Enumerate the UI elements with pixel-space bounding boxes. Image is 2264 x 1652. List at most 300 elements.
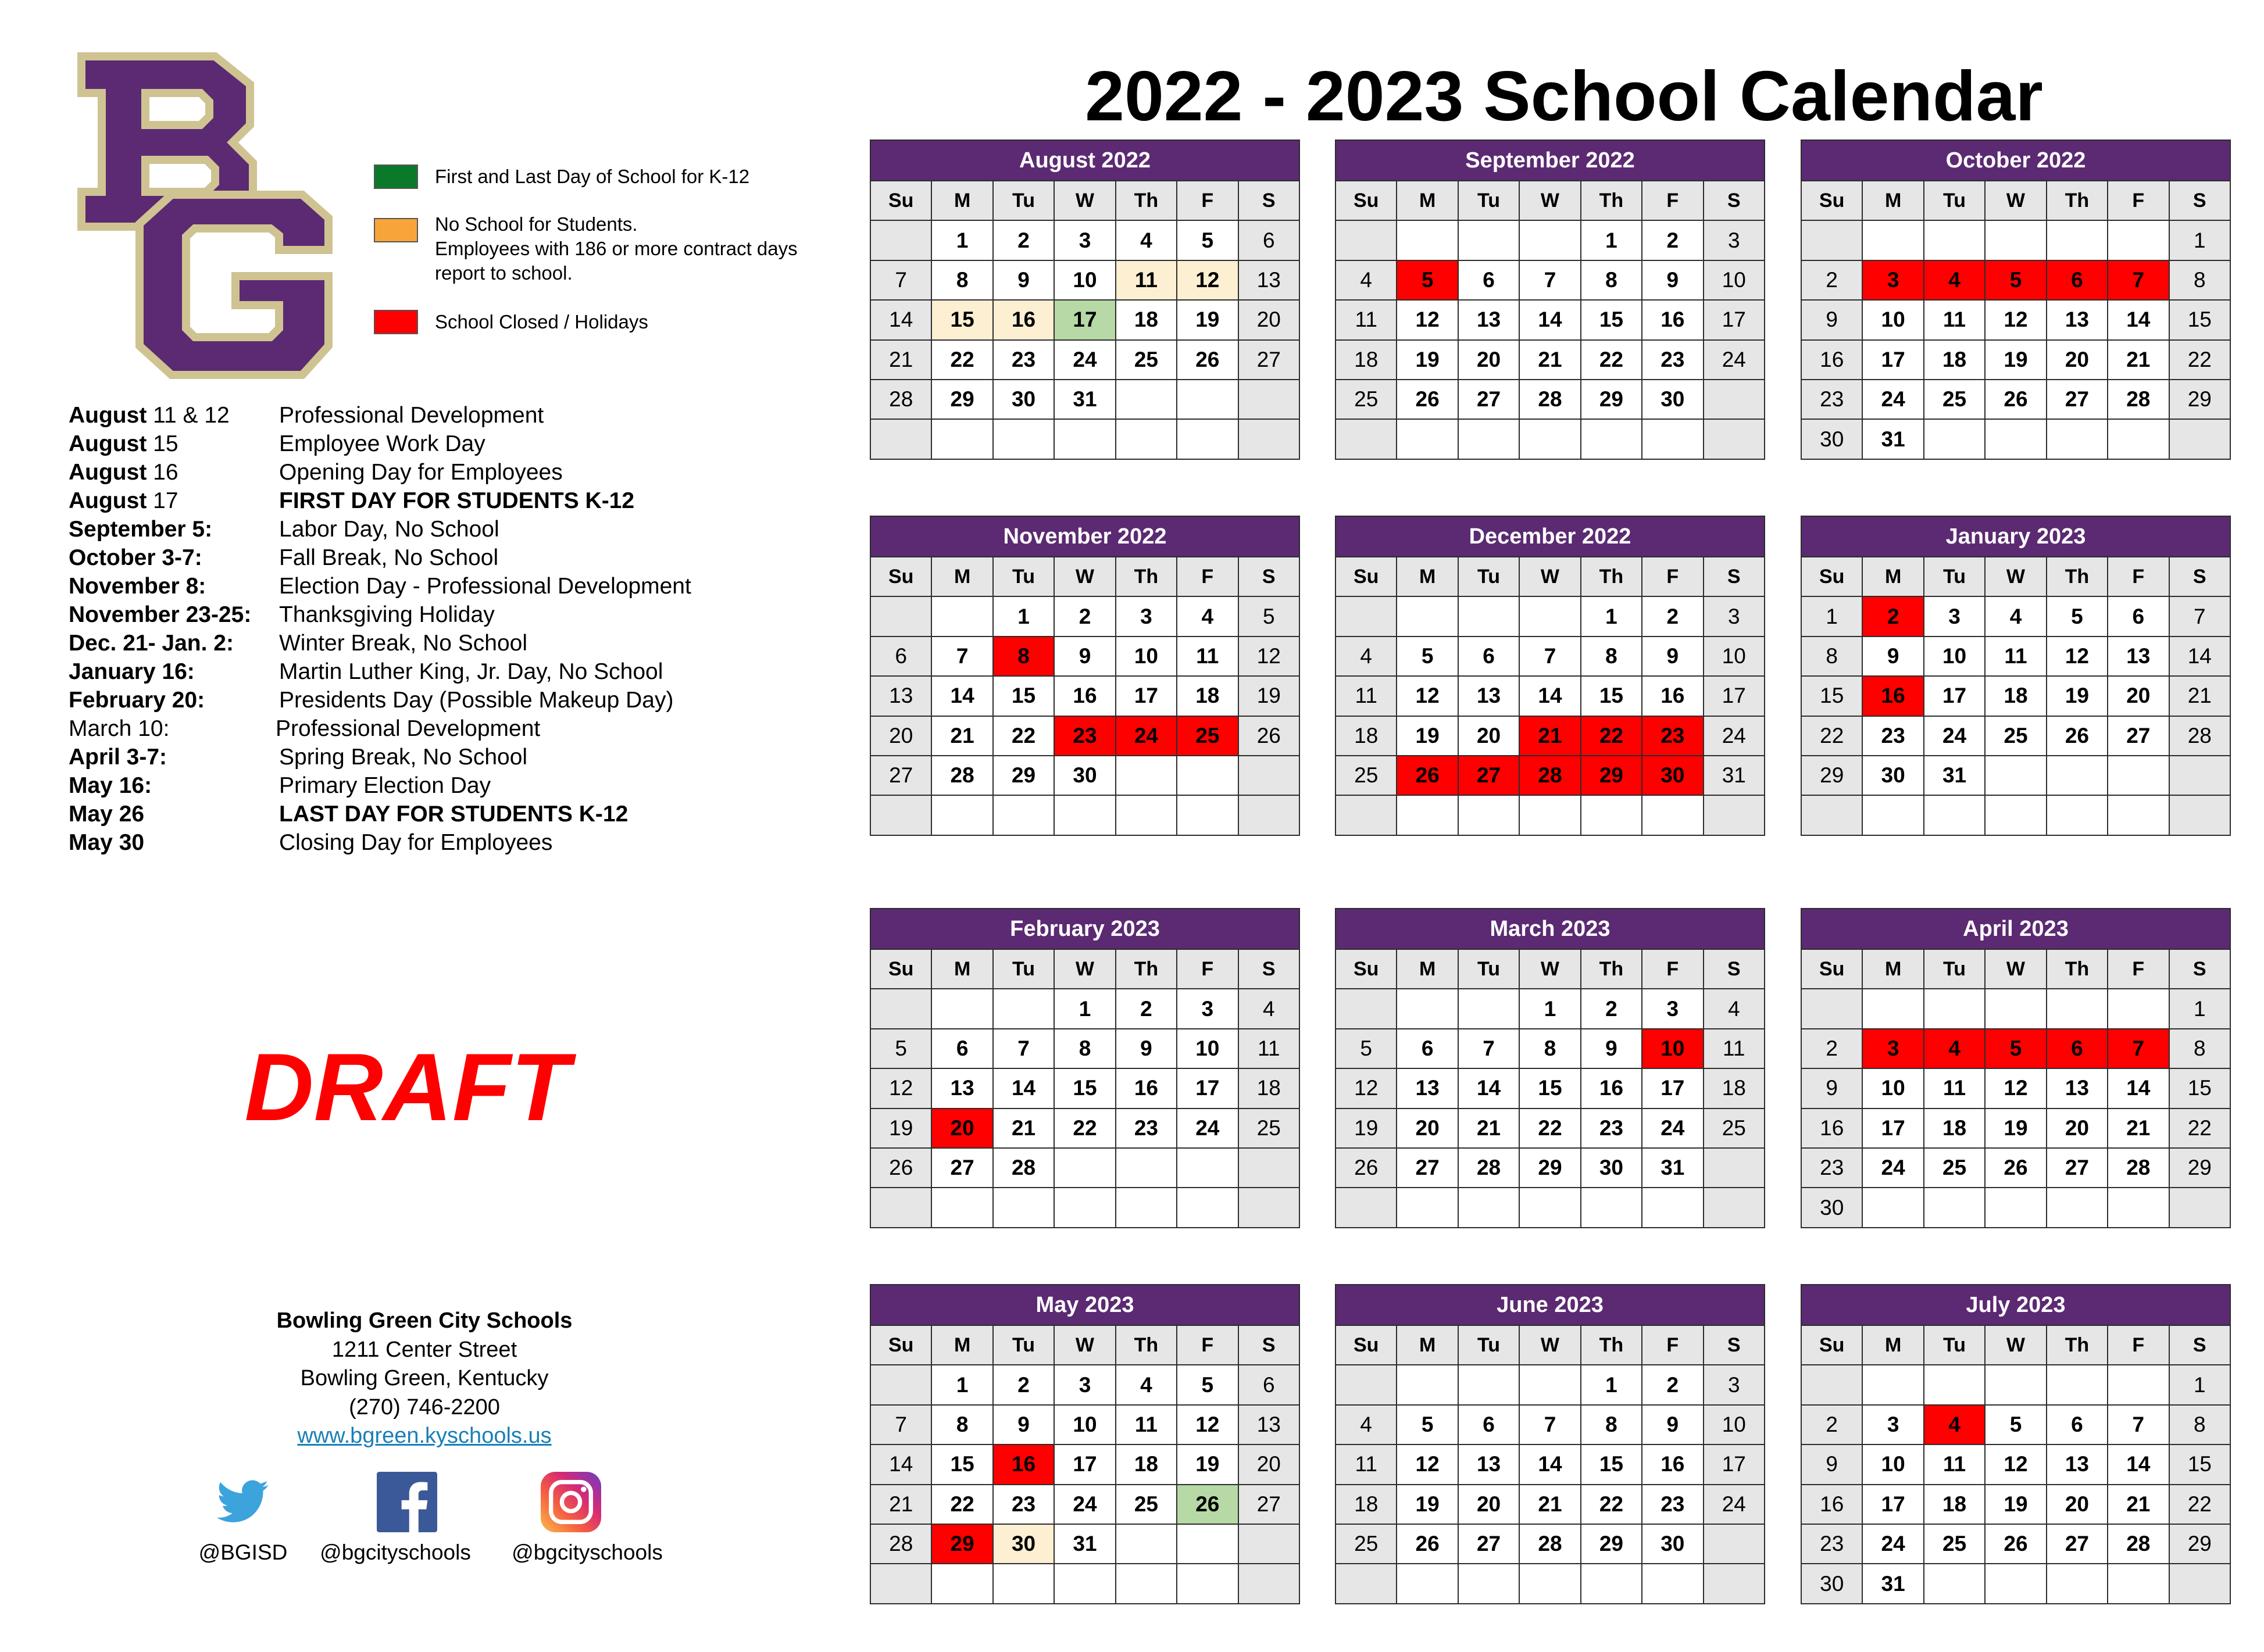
day-cell: 14 (1519, 1444, 1580, 1484)
day-cell: 14 (2169, 637, 2230, 676)
day-cell: 30 (1642, 380, 1703, 419)
month-calendar (1335, 516, 1765, 836)
day-cell: 3 (1116, 596, 1177, 636)
day-cell: 12 (2047, 637, 2108, 676)
day-cell: 14 (870, 300, 931, 339)
empty-day-cell (1862, 220, 1923, 260)
day-cell: 31 (1862, 419, 1923, 459)
day-cell: 23 (1054, 716, 1115, 756)
day-cell: 3 (1704, 1365, 1765, 1404)
bg-logo (70, 49, 337, 387)
day-cell: 7 (1458, 1029, 1519, 1068)
day-cell: 1 (993, 596, 1054, 636)
day-cell: 9 (1862, 637, 1923, 676)
empty-day-cell (1862, 795, 1923, 835)
day-cell: 20 (870, 716, 931, 756)
day-cell: 21 (2108, 1109, 2169, 1148)
month-calendar (1335, 1284, 1765, 1604)
legend-label-first-last: First and Last Day of School for K-12 (435, 166, 750, 187)
day-cell: 11 (1335, 1444, 1397, 1484)
day-cell: 17 (1116, 676, 1177, 716)
weekday-header: S (1704, 1325, 1765, 1365)
day-cell: 24 (1862, 1524, 1923, 1564)
day-cell: 19 (1985, 1109, 2046, 1148)
day-cell: 6 (2047, 1029, 2108, 1068)
day-cell: 27 (2047, 380, 2108, 419)
day-cell: 25 (1335, 1524, 1397, 1564)
day-cell: 25 (1116, 1485, 1177, 1524)
day-cell: 28 (2108, 1524, 2169, 1564)
event-row (69, 828, 824, 857)
instagram-handle: @bgcityschools (512, 1540, 663, 1564)
weekday-header: Th (2047, 181, 2108, 220)
day-cell: 28 (931, 756, 992, 795)
day-cell: 5 (1985, 1029, 2046, 1068)
weekday-header: F (2108, 557, 2169, 596)
empty-day-cell (1924, 1188, 1985, 1227)
day-cell: 1 (1581, 596, 1642, 636)
day-cell: 5 (1985, 1405, 2046, 1444)
day-cell: 18 (1177, 676, 1238, 716)
day-cell: 3 (1924, 596, 1985, 636)
day-cell: 1 (2169, 989, 2230, 1028)
event-row (69, 714, 824, 743)
day-cell: 26 (1985, 380, 2046, 419)
empty-day-cell (1397, 1188, 1458, 1227)
day-cell: 18 (1704, 1068, 1765, 1108)
day-cell: 1 (1581, 1365, 1642, 1404)
day-cell: 18 (1924, 1109, 1985, 1148)
day-cell: 12 (1985, 300, 2046, 339)
day-cell: 23 (1116, 1109, 1177, 1148)
empty-day-cell (1054, 1564, 1115, 1603)
day-cell: 11 (1924, 1444, 1985, 1484)
day-cell: 11 (1924, 1068, 1985, 1108)
day-cell: 19 (2047, 676, 2108, 716)
empty-day-cell (1116, 1188, 1177, 1227)
event-description: Opening Day for Employees (279, 460, 563, 485)
day-cell: 30 (1801, 419, 1862, 459)
empty-day-cell (1924, 220, 1985, 260)
empty-day-cell (1238, 756, 1299, 795)
day-cell: 17 (1704, 676, 1765, 716)
empty-day-cell (1116, 756, 1177, 795)
day-cell: 13 (1458, 676, 1519, 716)
empty-day-cell (1335, 1564, 1397, 1603)
day-cell: 28 (1458, 1148, 1519, 1188)
empty-day-cell (2047, 1188, 2108, 1227)
empty-day-cell (1177, 419, 1238, 459)
day-cell: 20 (1458, 716, 1519, 756)
weekday-header: Tu (993, 949, 1054, 989)
weekday-header: F (1642, 557, 1703, 596)
day-cell: 6 (1397, 1029, 1458, 1068)
day-cell: 15 (931, 1444, 992, 1484)
day-cell: 30 (1581, 1148, 1642, 1188)
empty-day-cell (870, 1188, 931, 1227)
day-cell: 18 (1116, 300, 1177, 339)
day-cell: 11 (1335, 676, 1397, 716)
day-cell: 8 (1054, 1029, 1115, 1068)
empty-day-cell (1519, 1188, 1580, 1227)
event-description: Election Day - Professional Development (279, 574, 691, 599)
day-cell: 27 (870, 756, 931, 795)
day-cell: 17 (1054, 1444, 1115, 1484)
day-cell: 28 (2108, 380, 2169, 419)
weekday-header: Su (870, 949, 931, 989)
day-cell: 21 (1458, 1109, 1519, 1148)
instagram-icon[interactable] (541, 1472, 601, 1532)
empty-day-cell (870, 989, 931, 1028)
day-cell: 23 (1801, 1148, 1862, 1188)
day-cell: 25 (1985, 716, 2046, 756)
event-date: November 8: (69, 574, 206, 599)
day-cell: 6 (2047, 260, 2108, 300)
day-cell: 20 (1458, 340, 1519, 380)
day-cell: 18 (1335, 716, 1397, 756)
empty-day-cell (931, 989, 992, 1028)
empty-day-cell (1397, 1365, 1458, 1404)
day-cell: 25 (1335, 380, 1397, 419)
day-cell: 12 (1397, 300, 1458, 339)
empty-day-cell (1642, 795, 1703, 835)
weekday-header: Tu (1458, 181, 1519, 220)
facebook-icon[interactable] (377, 1472, 437, 1532)
weekday-header: Su (1801, 557, 1862, 596)
day-cell: 17 (1704, 300, 1765, 339)
day-cell: 30 (1801, 1188, 1862, 1227)
day-cell: 25 (1335, 756, 1397, 795)
day-cell: 19 (1397, 716, 1458, 756)
day-cell: 16 (1642, 300, 1703, 339)
weekday-header: F (2108, 949, 2169, 989)
month-calendar (870, 908, 1300, 1228)
empty-day-cell (993, 989, 1054, 1028)
day-cell: 1 (1519, 989, 1580, 1028)
website-link[interactable]: www.bgreen.kyschools.us (297, 1424, 552, 1448)
empty-day-cell (1801, 989, 1862, 1028)
empty-day-cell (2169, 756, 2230, 795)
empty-day-cell (1704, 419, 1765, 459)
day-cell: 24 (1862, 1148, 1923, 1188)
empty-day-cell (993, 1564, 1054, 1603)
day-cell: 11 (1238, 1029, 1299, 1068)
day-cell: 26 (1985, 1524, 2046, 1564)
day-cell: 12 (1397, 676, 1458, 716)
weekday-header: Su (1801, 1325, 1862, 1365)
day-cell: 27 (931, 1148, 992, 1188)
day-cell: 22 (1519, 1109, 1580, 1148)
day-cell: 30 (1054, 756, 1115, 795)
empty-day-cell (1335, 1365, 1397, 1404)
day-cell: 24 (1704, 340, 1765, 380)
empty-day-cell (1704, 795, 1765, 835)
event-description: Martin Luther King, Jr. Day, No School (279, 659, 663, 684)
day-cell: 30 (1642, 756, 1703, 795)
day-cell: 26 (1177, 340, 1238, 380)
day-cell: 19 (1335, 1109, 1397, 1148)
day-cell: 7 (993, 1029, 1054, 1068)
empty-day-cell (1801, 1365, 1862, 1404)
day-cell: 14 (993, 1068, 1054, 1108)
draft-watermark: DRAFT (244, 1034, 570, 1140)
day-cell: 18 (1238, 1068, 1299, 1108)
empty-day-cell (870, 1365, 931, 1404)
day-cell: 13 (2108, 637, 2169, 676)
event-description: Employee Work Day (279, 431, 485, 456)
empty-day-cell (1985, 756, 2046, 795)
day-cell: 15 (2169, 1444, 2230, 1484)
empty-day-cell (870, 795, 931, 835)
day-cell: 20 (2047, 1109, 2108, 1148)
day-cell: 29 (993, 756, 1054, 795)
weekday-header: Th (1116, 949, 1177, 989)
day-cell: 26 (1177, 1485, 1238, 1524)
day-cell: 29 (1581, 1524, 1642, 1564)
day-cell: 20 (2047, 1485, 2108, 1524)
day-cell: 22 (1054, 1109, 1115, 1148)
event-date: May 16: (69, 773, 152, 798)
day-cell: 9 (993, 260, 1054, 300)
month-title: December 2022 (1335, 516, 1765, 557)
weekday-header: M (1397, 1325, 1458, 1365)
event-row (69, 401, 824, 430)
day-cell: 27 (2108, 716, 2169, 756)
event-description: Thanksgiving Holiday (279, 602, 495, 627)
day-cell: 4 (1924, 260, 1985, 300)
day-cell: 18 (1335, 340, 1397, 380)
weekday-header: Su (1335, 557, 1397, 596)
empty-day-cell (1985, 220, 2046, 260)
day-cell: 6 (2108, 596, 2169, 636)
day-cell: 11 (1116, 1405, 1177, 1444)
day-cell: 25 (1924, 380, 1985, 419)
weekday-header: Th (1116, 181, 1177, 220)
legend-swatch-no-school (374, 218, 418, 242)
day-cell: 18 (1924, 340, 1985, 380)
day-cell: 2 (1642, 596, 1703, 636)
day-cell: 2 (1642, 1365, 1703, 1404)
page-title: 2022 - 2023 School Calendar (1085, 56, 2043, 135)
empty-day-cell (1177, 380, 1238, 419)
empty-day-cell (2108, 1365, 2169, 1404)
day-cell: 23 (1642, 340, 1703, 380)
weekday-header: W (1985, 949, 2046, 989)
empty-day-cell (1924, 1564, 1985, 1603)
empty-day-cell (1177, 1524, 1238, 1564)
day-cell: 8 (1581, 1405, 1642, 1444)
day-cell: 3 (1704, 220, 1765, 260)
empty-day-cell (1642, 419, 1703, 459)
weekday-header: F (1177, 949, 1238, 989)
day-cell: 19 (870, 1109, 931, 1148)
day-cell: 12 (1177, 1405, 1238, 1444)
weekday-header: M (931, 1325, 992, 1365)
empty-day-cell (1924, 795, 1985, 835)
day-cell: 2 (1801, 1405, 1862, 1444)
empty-day-cell (1116, 795, 1177, 835)
empty-day-cell (1116, 1148, 1177, 1188)
day-cell: 26 (870, 1148, 931, 1188)
day-cell: 22 (2169, 1485, 2230, 1524)
event-date: March 10: (69, 716, 170, 741)
day-cell: 12 (870, 1068, 931, 1108)
day-cell: 24 (1642, 1109, 1703, 1148)
empty-day-cell (1238, 1564, 1299, 1603)
day-cell: 16 (1862, 676, 1923, 716)
day-cell: 9 (1054, 637, 1115, 676)
day-cell: 28 (870, 380, 931, 419)
empty-day-cell (1335, 419, 1397, 459)
empty-day-cell (1519, 596, 1580, 636)
day-cell: 22 (1581, 1485, 1642, 1524)
day-cell: 30 (1801, 1564, 1862, 1603)
weekday-header: F (2108, 181, 2169, 220)
day-cell: 10 (1177, 1029, 1238, 1068)
event-description: Presidents Day (Possible Makeup Day) (279, 688, 674, 713)
month-calendar (1801, 140, 2231, 460)
day-cell: 9 (1116, 1029, 1177, 1068)
day-cell: 13 (1238, 1405, 1299, 1444)
day-cell: 16 (1581, 1068, 1642, 1108)
weekday-header: Tu (1924, 949, 1985, 989)
event-date: May 30 (69, 830, 145, 855)
day-cell: 17 (1862, 1109, 1923, 1148)
day-cell: 23 (1642, 1485, 1703, 1524)
day-cell: 10 (1704, 260, 1765, 300)
day-cell: 10 (1862, 300, 1923, 339)
empty-day-cell (1519, 1564, 1580, 1603)
day-cell: 27 (1458, 756, 1519, 795)
day-cell: 14 (870, 1444, 931, 1484)
empty-day-cell (2047, 419, 2108, 459)
day-cell: 10 (1116, 637, 1177, 676)
day-cell: 14 (2108, 1444, 2169, 1484)
weekday-header: M (931, 949, 992, 989)
day-cell: 18 (1116, 1444, 1177, 1484)
day-cell: 22 (2169, 340, 2230, 380)
empty-day-cell (1801, 795, 1862, 835)
event-row (69, 686, 824, 714)
day-cell: 28 (993, 1148, 1054, 1188)
weekday-header: F (2108, 1325, 2169, 1365)
weekday-header: Su (1335, 181, 1397, 220)
day-cell: 4 (1335, 1405, 1397, 1444)
day-cell: 9 (993, 1405, 1054, 1444)
event-description: LAST DAY FOR STUDENTS K-12 (279, 802, 629, 827)
event-description: Closing Day for Employees (279, 830, 553, 855)
weekday-header: W (1519, 181, 1580, 220)
day-cell: 14 (1519, 676, 1580, 716)
empty-day-cell (1458, 1564, 1519, 1603)
weekday-header: S (1704, 949, 1765, 989)
month-title: March 2023 (1335, 909, 1765, 949)
day-cell: 22 (993, 716, 1054, 756)
event-row (69, 430, 824, 458)
day-cell: 10 (1704, 1405, 1765, 1444)
day-cell: 29 (931, 1524, 992, 1564)
day-cell: 24 (1704, 716, 1765, 756)
event-date: April 3-7: (69, 745, 167, 770)
phone-number: (270) 746-2200 (349, 1394, 500, 1419)
empty-day-cell (1397, 596, 1458, 636)
day-cell: 2 (993, 220, 1054, 260)
day-cell: 1 (931, 1365, 992, 1404)
weekday-header: W (1054, 557, 1115, 596)
weekday-header: Th (2047, 1325, 2108, 1365)
day-cell: 6 (870, 637, 931, 676)
day-cell: 4 (1177, 596, 1238, 636)
day-cell: 13 (2047, 1444, 2108, 1484)
day-cell: 4 (1238, 989, 1299, 1028)
empty-day-cell (870, 596, 931, 636)
day-cell: 5 (1177, 1365, 1238, 1404)
weekday-header: F (1177, 181, 1238, 220)
event-description: Winter Break, No School (279, 631, 528, 656)
weekday-header: Su (1335, 949, 1397, 989)
empty-day-cell (1238, 419, 1299, 459)
day-cell: 16 (1642, 1444, 1703, 1484)
event-date: August 17 (69, 488, 178, 513)
day-cell: 31 (1924, 756, 1985, 795)
day-cell: 13 (1458, 300, 1519, 339)
empty-day-cell (1238, 380, 1299, 419)
day-cell: 7 (870, 1405, 931, 1444)
day-cell: 13 (1238, 260, 1299, 300)
twitter-icon[interactable] (213, 1472, 273, 1532)
day-cell: 7 (1519, 1405, 1580, 1444)
day-cell: 30 (1862, 756, 1923, 795)
empty-day-cell (1054, 1148, 1115, 1188)
legend-swatch-first-last (374, 165, 418, 189)
day-cell: 1 (1801, 596, 1862, 636)
month-title: June 2023 (1335, 1285, 1765, 1325)
day-cell: 15 (2169, 300, 2230, 339)
day-cell: 21 (2108, 340, 2169, 380)
event-description: Professional Development (276, 716, 541, 741)
day-cell: 12 (1335, 1068, 1397, 1108)
empty-day-cell (2108, 419, 2169, 459)
day-cell: 3 (1862, 1405, 1923, 1444)
empty-day-cell (1704, 1148, 1765, 1188)
event-row (69, 800, 824, 828)
day-cell: 29 (1581, 380, 1642, 419)
empty-day-cell (1985, 1188, 2046, 1227)
month-calendar (870, 516, 1300, 836)
day-cell: 26 (1335, 1148, 1397, 1188)
month-calendar (1801, 516, 2231, 836)
day-cell: 26 (1397, 380, 1458, 419)
event-date: October 3-7: (69, 545, 202, 570)
empty-day-cell (1704, 1524, 1765, 1564)
day-cell: 1 (2169, 1365, 2230, 1404)
day-cell: 7 (1519, 260, 1580, 300)
weekday-header: M (1397, 557, 1458, 596)
day-cell: 15 (2169, 1068, 2230, 1108)
weekday-header: W (1985, 557, 2046, 596)
day-cell: 10 (1642, 1029, 1703, 1068)
day-cell: 18 (1924, 1485, 1985, 1524)
empty-day-cell (1335, 795, 1397, 835)
day-cell: 20 (2108, 676, 2169, 716)
month-title: October 2022 (1801, 140, 2230, 181)
day-cell: 12 (1238, 637, 1299, 676)
day-cell: 27 (1458, 1524, 1519, 1564)
day-cell: 9 (1642, 260, 1703, 300)
day-cell: 29 (1519, 1148, 1580, 1188)
empty-day-cell (1054, 1188, 1115, 1227)
day-cell: 30 (993, 1524, 1054, 1564)
